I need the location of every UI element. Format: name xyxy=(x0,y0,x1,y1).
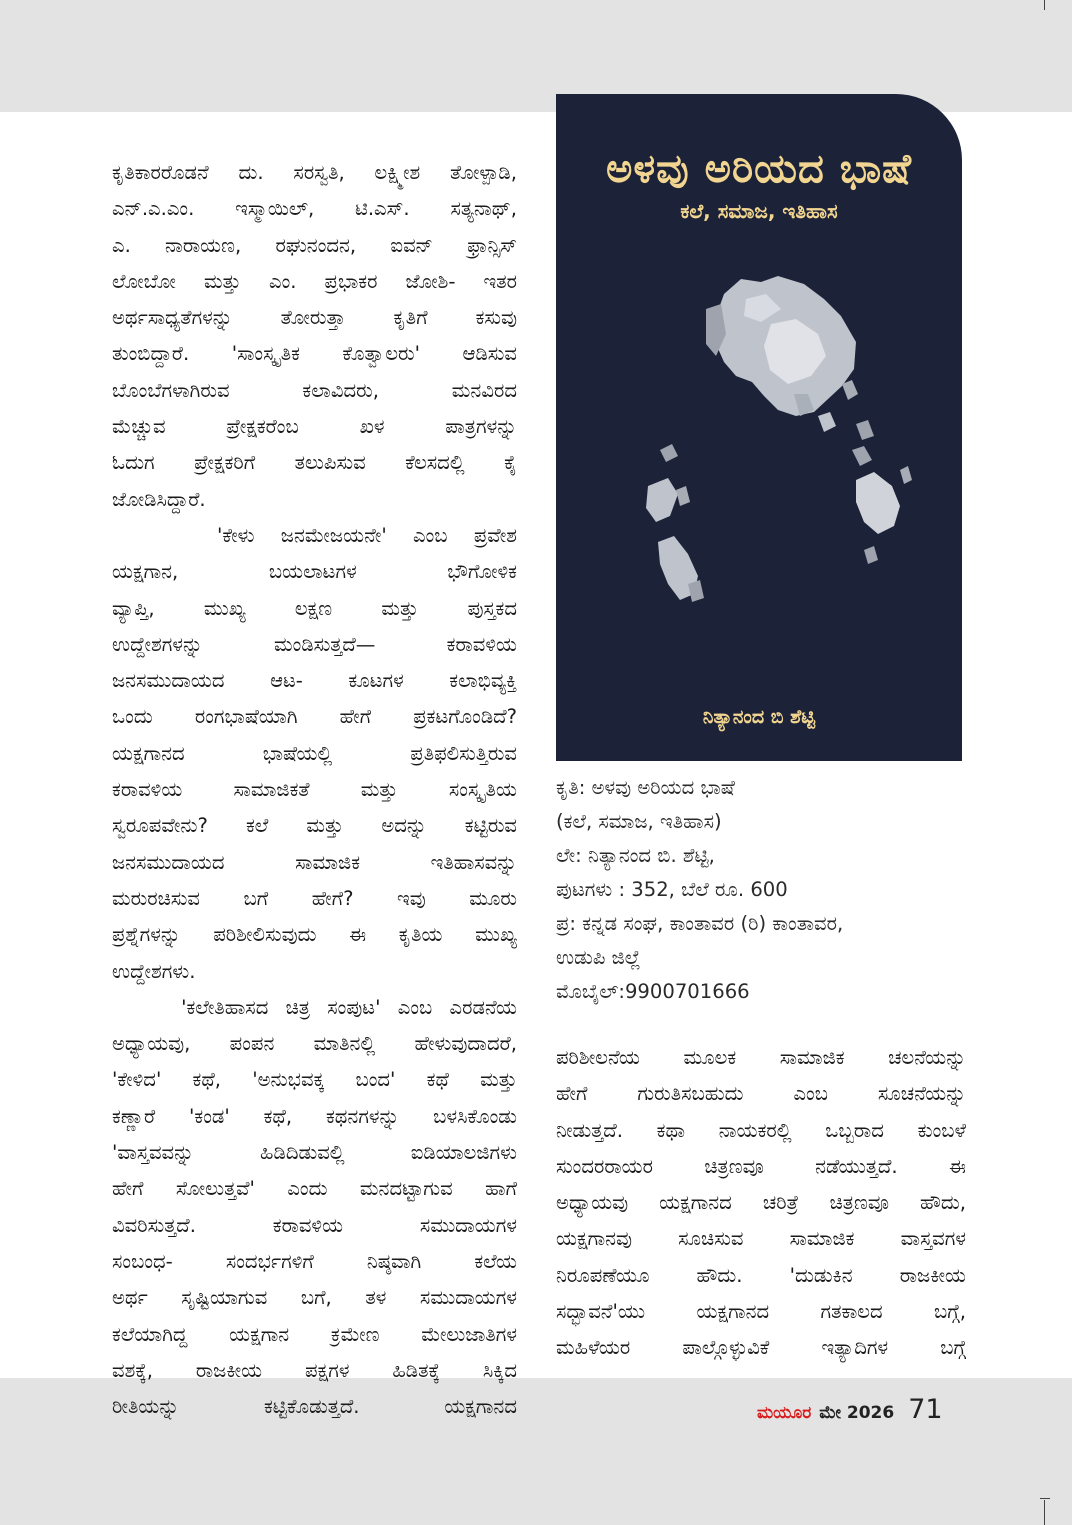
text-line: ಹೇಗೆ ಗುರುತಿಸಬಹುದು ಎಂಬ ಸೂಚನೆಯನ್ನು xyxy=(556,1082,966,1106)
crop-mark-bottom-right-h xyxy=(1040,1498,1050,1499)
text-line: ಒಂದು ರಂಗಭಾಷೆಯಾಗಿ ಹೇಗೆ ಪ್ರಕಟಗೊಂಡಿದೆ? xyxy=(112,705,517,729)
cover-title: ಅಳವು ಅರಿಯದ ಭಾಷೆ xyxy=(606,146,912,192)
paragraph-1 xyxy=(112,155,517,518)
text-line: ಯಕ್ಷಗಾನದ ಭಾಷೆಯಲ್ಲಿ ಪ್ರತಿಫಲಿಸುತ್ತಿರುವ xyxy=(112,741,517,765)
caption-pages-price: ಪುಟಗಳು : 352, ಬೆಲೆ ರೂ. 600 xyxy=(556,878,788,901)
caption-publisher: ಪ್ರ: ಕನ್ನಡ ಸಂಘ, ಕಾಂತಾವರ (ರಿ) ಕಾಂತಾವರ, xyxy=(556,912,844,935)
caption-subtitle: (ಕಲೆ, ಸಮಾಜ, ಇತಿಹಾಸ) xyxy=(556,810,722,833)
text-line: ಓದುಗ ಪ್ರೇಕ್ಷಕರಿಗೆ ತಲುಪಿಸುವ ಕೆಲಸದಲ್ಲಿ ಕೈ xyxy=(112,451,517,475)
text-line: ವ್ಯಾಪ್ತಿ, ಮುಖ್ಯ ಲಕ್ಷಣ ಮತ್ತು ಪುಸ್ತಕದ xyxy=(112,596,517,620)
caption-district: ಉಡುಪಿ ಜಿಲ್ಲೆ xyxy=(556,946,641,969)
text-line: ಸದ್ಭಾವನೆ'ಯು ಯಕ್ಷಗಾನದ ಗತಕಾಲದ ಬಗ್ಗೆ, xyxy=(556,1300,966,1324)
cover-subtitle: ಕಲೆ, ಸಮಾಜ, ಇತಿಹಾಸ xyxy=(680,199,838,223)
text-line: ಕೃತಿಕಾರರೊಡನೆ ದು. ಸರಸ್ವತಿ, ಲಕ್ಷ್ಮೀಶ ತೋಳ್ಪಾಡಿ, xyxy=(112,161,517,184)
page-number: 71 xyxy=(908,1394,943,1425)
magazine-logo: ಮಯೂರ xyxy=(757,1403,812,1423)
text-line: ಅರ್ಥಸಾಧ್ಯತೆಗಳನ್ನು ತೋರುತ್ತಾ ಕೃತಿಗೆ ಕಸುವು xyxy=(112,306,517,330)
text-line: ಸುಂದರರಾಯರ ಚಿತ್ರಣವೂ ನಡೆಯುತ್ತದೆ. ಈ xyxy=(556,1154,966,1178)
text-line: ಪ್ರಶ್ನೆಗಳನ್ನು ಪರಿಶೀಲಿಸುವುದು ಈ ಕೃತಿಯ ಮುಖ್ಯ xyxy=(112,923,517,947)
text-line: ಮರುರಚಿಸುವ ಬಗೆ ಹೇಗೆ? ಇವು ಮೂರು xyxy=(112,886,517,910)
text-line: ಅಧ್ಯಾಯವು, ಪಂಪನ ಮಾತಿನಲ್ಲಿ ಹೇಳುವುದಾದರೆ, xyxy=(112,1032,517,1056)
cover-illustration xyxy=(556,94,962,761)
paragraph-3 xyxy=(112,990,517,1426)
text-line: ಉದ್ದೇಶಗಳನ್ನು ಮಂಡಿಸುತ್ತದೆ— ಕರಾವಳಿಯ xyxy=(112,632,517,656)
text-line: ಎನ್.ಎ.ಎಂ. ಇಸ್ಮಾಯಿಲ್, ಟಿ.ಎಸ್. ಸತ್ಯನಾಥ್, xyxy=(112,197,517,221)
text-line: ಅರ್ಥ ಸೃಷ್ಟಿಯಾಗುವ ಬಗೆ, ತಳ ಸಮುದಾಯಗಳ xyxy=(112,1286,517,1310)
book-details-caption xyxy=(556,771,966,1009)
text-line: ವಿವರಿಸುತ್ತದೆ. ಕರಾವಳಿಯ ಸಮುದಾಯಗಳ xyxy=(112,1213,517,1237)
right-text-column xyxy=(556,1040,966,1367)
text-line: ಪರಿಶೀಲನೆಯ ಮೂಲಕ ಸಾಮಾಜಿಕ ಚಲನೆಯನ್ನು xyxy=(556,1046,966,1069)
cover-author: ನಿತ್ಯಾನಂದ ಬಿ ಶೆಟ್ಟಿ xyxy=(702,706,816,728)
text-line: ಜೋಡಿಸಿದ್ದಾರೆ. xyxy=(112,487,206,511)
left-text-column xyxy=(112,155,517,1425)
text-line: ಜನಸಮುದಾಯದ ಆಟ- ಕೂಟಗಳ ಕಲಾಭಿವ್ಯಕ್ತಿ xyxy=(112,669,517,693)
text-line: ಸಂಬಂಧ- ಸಂದರ್ಭಗಳಿಗೆ ನಿಷ್ಠವಾಗಿ ಕಲೆಯ xyxy=(112,1249,517,1273)
text-line: ಹೇಗೆ ಸೋಲುತ್ತವೆ' ಎಂದು ಮನದಟ್ಟಾಗುವ ಹಾಗೆ xyxy=(112,1177,517,1201)
text-line: ವಶಕ್ಕೆ, ರಾಜಕೀಯ ಪಕ್ಷಗಳ ಹಿಡಿತಕ್ಕೆ ಸಿಕ್ಕಿದ xyxy=(112,1358,517,1382)
text-line: ಯಕ್ಷಗಾನವು ಸೂಚಿಸುವ ಸಾಮಾಜಿಕ ವಾಸ್ತವಗಳ xyxy=(556,1227,966,1251)
text-line: ಉದ್ದೇಶಗಳು. xyxy=(112,959,196,983)
crop-mark-top-right xyxy=(1044,0,1045,10)
crop-mark-bottom-right xyxy=(1044,1500,1045,1525)
book-cover-image xyxy=(556,94,962,761)
issue-date: ಮೇ 2026 xyxy=(819,1403,895,1423)
caption-author: ಲೇ: ನಿತ್ಯಾನಂದ ಬಿ. ಶೆಟ್ಟಿ, xyxy=(556,844,715,867)
paragraph-4 xyxy=(556,1040,966,1367)
text-line: 'ವಾಸ್ತವವನ್ನು ಹಿಡಿದಿಡುವಲ್ಲಿ ಐಡಿಯಾಲಜಿಗಳು xyxy=(112,1141,517,1165)
text-line: ರೀತಿಯನ್ನು ಕಟ್ಟಿಕೊಡುತ್ತದೆ. ಯಕ್ಷಗಾನದ xyxy=(112,1395,517,1419)
text-line: ಮಹಿಳೆಯರ ಪಾಲ್ಗೊಳ್ಳುವಿಕೆ ಇತ್ಯಾದಿಗಳ ಬಗ್ಗೆ xyxy=(556,1336,966,1360)
text-line: ಯಕ್ಷಗಾನ, ಬಯಲಾಟಗಳ ಭೌಗೋಳಿಕ xyxy=(112,560,517,584)
text-line: 'ಕೇಳು ಜನಮೇಜಯನೇ' ಎಂಬ ಪ್ರವೇಶ xyxy=(112,523,517,547)
text-line: ಎ. ನಾರಾಯಣ, ರಘುನಂದನ, ಐವನ್ ಫ್ರಾನ್ಸಿಸ್ xyxy=(112,233,517,257)
page-footer xyxy=(757,1394,943,1430)
text-line: ಅಧ್ಯಾಯವು ಯಕ್ಷಗಾನದ ಚರಿತ್ರೆ ಚಿತ್ರಣವೂ ಹೌದು, xyxy=(556,1191,966,1215)
text-line: ಬೊಂಬೆಗಳಾಗಿರುವ ಕಲಾವಿದರು, ಮನವಿರದ xyxy=(112,378,517,402)
text-line: ಲೋಬೋ ಮತ್ತು ಎಂ. ಪ್ರಭಾಕರ ಜೋಶಿ- ಇತರ xyxy=(112,269,517,293)
text-line: ತುಂಬಿದ್ದಾರೆ. 'ಸಾಂಸ್ಕೃತಿಕ ಕೊತ್ವಾಲರು' ಆಡಿಸುವ xyxy=(112,342,517,366)
text-line: ಕಣ್ಣಾರೆ 'ಕಂಡ' ಕಥೆ, ಕಥನಗಳನ್ನು ಬಳಸಿಕೊಂಡು xyxy=(112,1104,517,1128)
text-line: ಸ್ವರೂಪವೇನು? ಕಲೆ ಮತ್ತು ಅದನ್ನು ಕಟ್ಟಿರುವ xyxy=(112,814,517,838)
text-line: ಜನಸಮುದಾಯದ ಸಾಮಾಜಿಕ ಇತಿಹಾಸವನ್ನು xyxy=(112,850,517,874)
text-line: 'ಕೇಳಿದ' ಕಥೆ, 'ಅನುಭವಕ್ಕ ಬಂದ' ಕಥೆ ಮತ್ತು xyxy=(112,1068,517,1092)
text-line: ನೀಡುತ್ತದೆ. ಕಥಾ ನಾಯಕರಲ್ಲಿ ಒಬ್ಬರಾದ ಕುಂಬಳೆ xyxy=(556,1118,966,1142)
caption-mobile: ಮೊಬೈಲ್:9900701666 xyxy=(556,980,750,1003)
text-line: ಕರಾವಳಿಯ ಸಾಮಾಜಿಕತೆ ಮತ್ತು ಸಂಸ್ಕೃತಿಯ xyxy=(112,778,517,802)
text-line: 'ಕಲೇತಿಹಾಸದ ಚಿತ್ರ ಸಂಪುಟ' ಎಂಬ ಎರಡನೆಯ xyxy=(112,995,517,1019)
text-line: ಕಲೆಯಾಗಿದ್ದ ಯಕ್ಷಗಾನ ಕ್ರಮೇಣ ಮೇಲುಜಾತಿಗಳ xyxy=(112,1322,517,1346)
paragraph-2 xyxy=(112,518,517,990)
caption-title: ಕೃತಿ: ಅಳವು ಅರಿಯದ ಭಾಷೆ xyxy=(556,776,735,799)
text-line: ನಿರೂಪಣೆಯೂ ಹೌದು. 'ದುಡುಕಿನ ರಾಜಕೀಯ xyxy=(556,1263,966,1287)
text-line: ಮೆಚ್ಚುವ ಪ್ರೇಕ್ಷಕರೆಂಬ ಖಳ ಪಾತ್ರಗಳನ್ನು xyxy=(112,415,517,439)
